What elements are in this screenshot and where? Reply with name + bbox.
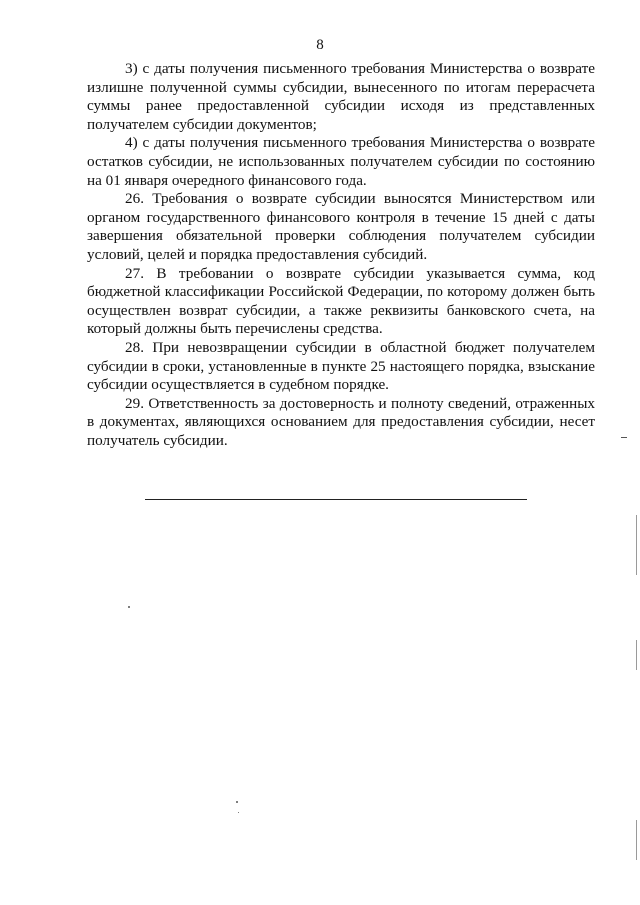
- document-body: [87, 60, 595, 450]
- scan-speck: [128, 606, 130, 608]
- scan-edge-mark: [636, 515, 637, 575]
- paragraph-clause-28: 28. При невозвращении субсидии в областной бюджет получателем субсидии в сроки, установленные в пункте 25 настоящего порядка, взыскание субсидии осуществляется в судебном порядке.: [87, 338, 595, 394]
- paragraph-clause-27: 27. В требовании о возврате субсидии указывается сумма, код бюджетной классификации Российской Федерации, по которому должен быть осуществлен возврат субсидии, а также реквизиты банковского счета, на который должны быть перечислены средства.: [87, 264, 595, 338]
- closing-line: [145, 499, 527, 500]
- paragraph-clause-29: 29. Ответственность за достоверность и полноту сведений, отраженных в документах, являющихся основанием для предоставления субсидии, несет получатель субсидии.: [87, 394, 595, 449]
- scan-edge-mark: [636, 640, 637, 670]
- page-number: 8: [316, 37, 324, 53]
- scan-speck: [238, 812, 239, 813]
- paragraph-item-4: 4) с даты получения письменного требования Министерства о возврате остатков субсидии, не использованных получателем субсидии по состоянию на 01 января очередного финансового года.: [87, 134, 595, 189]
- scan-edge-mark: [636, 820, 637, 860]
- paragraph-clause-26: 26. Требования о возврате субсидии выносятся Министерством или органом государственного финансового контроля в течение 15 дней с даты завершения обязательной проверки соблюдения получателем субсидии условий, целей и порядка предоставления субсидий.: [87, 190, 595, 263]
- scan-speck: [621, 437, 627, 438]
- paragraph-item-3: 3) с даты получения письменного требования Министерства о возврате излишне полученной суммы субсидии, вынесенного по итогам перерасчета суммы ранее предоставленной субсидии исходя из представленных получателем субсидии документов;: [87, 60, 595, 133]
- scan-speck: [236, 801, 238, 803]
